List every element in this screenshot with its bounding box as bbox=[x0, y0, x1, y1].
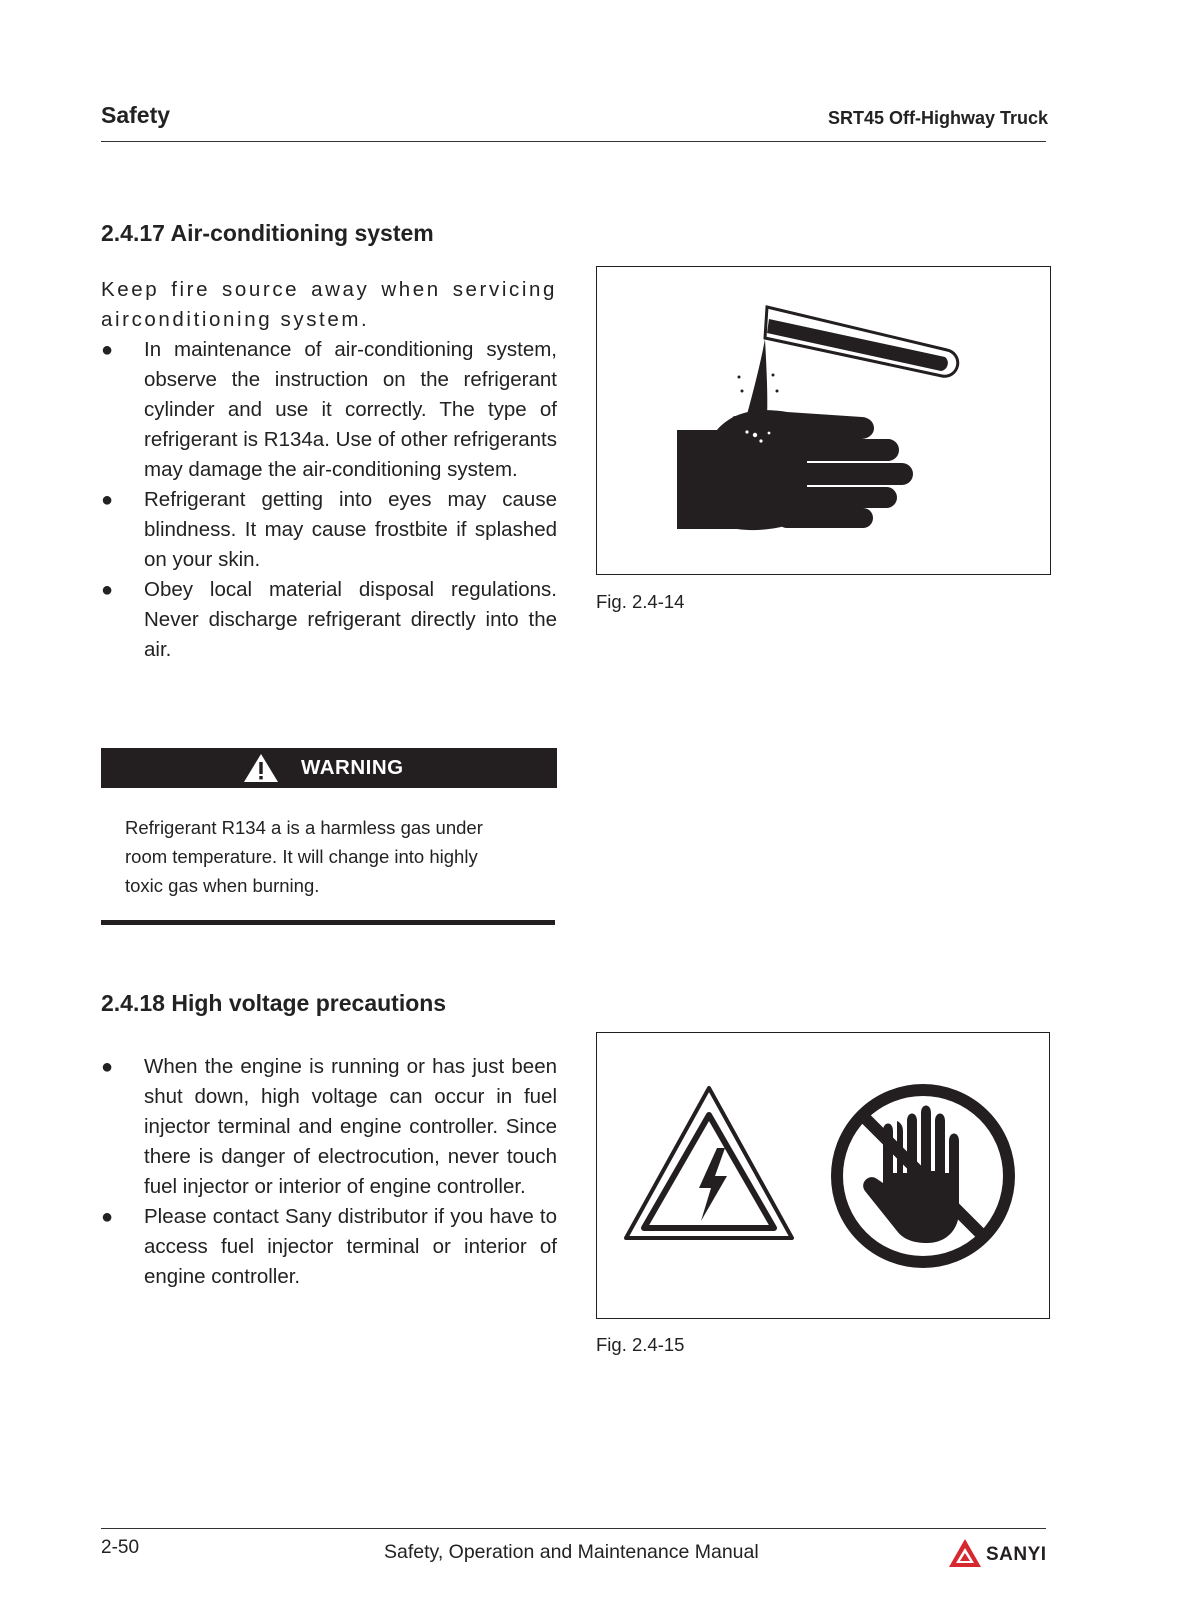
intro-text: Keep fire source away when servicing airconditioning system. bbox=[101, 278, 557, 331]
list-item-text: Please contact Sany distributor if you have to access fuel injector terminal or interior of engine controller. bbox=[144, 1205, 557, 1288]
warning-triangle-icon bbox=[243, 753, 279, 783]
refrigerant-hand-icon bbox=[597, 267, 1050, 574]
section-title-high-voltage: 2.4.18 High voltage precautions bbox=[101, 990, 447, 1016]
list-item bbox=[101, 1202, 557, 1292]
figure-high-voltage bbox=[596, 1032, 1050, 1319]
header-divider bbox=[101, 141, 1046, 142]
list-item bbox=[101, 485, 557, 575]
bullet-icon: ● bbox=[101, 489, 114, 511]
list-item-text: Refrigerant getting into eyes may cause blindness. It may cause frostbite if splashed on your skin. bbox=[144, 488, 557, 571]
list-item-text: Obey local material disposal regulations. Never discharge refrigerant directly into the air. bbox=[144, 578, 557, 661]
brand-name: SANYI bbox=[986, 1544, 1047, 1565]
warning-label: WARNING bbox=[301, 756, 404, 779]
bullet-icon: ● bbox=[101, 339, 114, 361]
brand-logo bbox=[948, 1536, 1052, 1574]
bullet-icon: ● bbox=[101, 1206, 114, 1228]
sany-logo-icon bbox=[948, 1538, 982, 1572]
list-item bbox=[101, 1052, 557, 1202]
warning-banner bbox=[101, 748, 557, 788]
figure-caption: Fig. 2.4-14 bbox=[596, 591, 685, 612]
bullet-icon: ● bbox=[101, 579, 114, 601]
no-touch-icon bbox=[837, 1090, 1009, 1262]
list-item bbox=[101, 575, 557, 665]
high-voltage-warning-icon bbox=[626, 1088, 792, 1238]
page-number: 2-50 bbox=[101, 1537, 140, 1558]
warning-bottom-rule bbox=[101, 920, 555, 925]
footer-divider bbox=[101, 1528, 1046, 1529]
list-item-text: When the engine is running or has just been shut down, high voltage can occur in fuel injector terminal and engine controller. Since there is danger of electrocution, never touch fuel injector or interior of engine controller. bbox=[144, 1055, 557, 1198]
figure-refrigerant-hand bbox=[596, 266, 1051, 575]
footer-manual-title: Safety, Operation and Maintenance Manual bbox=[384, 1541, 759, 1563]
list-item-text: In maintenance of air-conditioning system, observe the instruction on the refrigerant cylinder and use it correctly. The type of refrigerant is R134a. Use of other refrigerants may damage the air-conditioning system. bbox=[144, 338, 557, 481]
high-voltage-figure-art bbox=[597, 1033, 1049, 1318]
bullet-icon: ● bbox=[101, 1056, 114, 1078]
header-product-title: SRT45 Off-Highway Truck bbox=[827, 108, 1048, 128]
section-intro-text bbox=[101, 275, 557, 335]
warning-text: Refrigerant R134 a is a harmless gas under room temperature. It will change into highly toxic gas when burning. bbox=[125, 817, 483, 896]
header-section-title: Safety bbox=[101, 102, 171, 128]
air-conditioning-bullet-list bbox=[101, 335, 557, 665]
list-item bbox=[101, 335, 557, 485]
section-title-air-conditioning: 2.4.17 Air-conditioning system bbox=[101, 220, 434, 246]
figure-caption: Fig. 2.4-15 bbox=[596, 1334, 685, 1355]
high-voltage-bullet-list bbox=[101, 1052, 557, 1292]
